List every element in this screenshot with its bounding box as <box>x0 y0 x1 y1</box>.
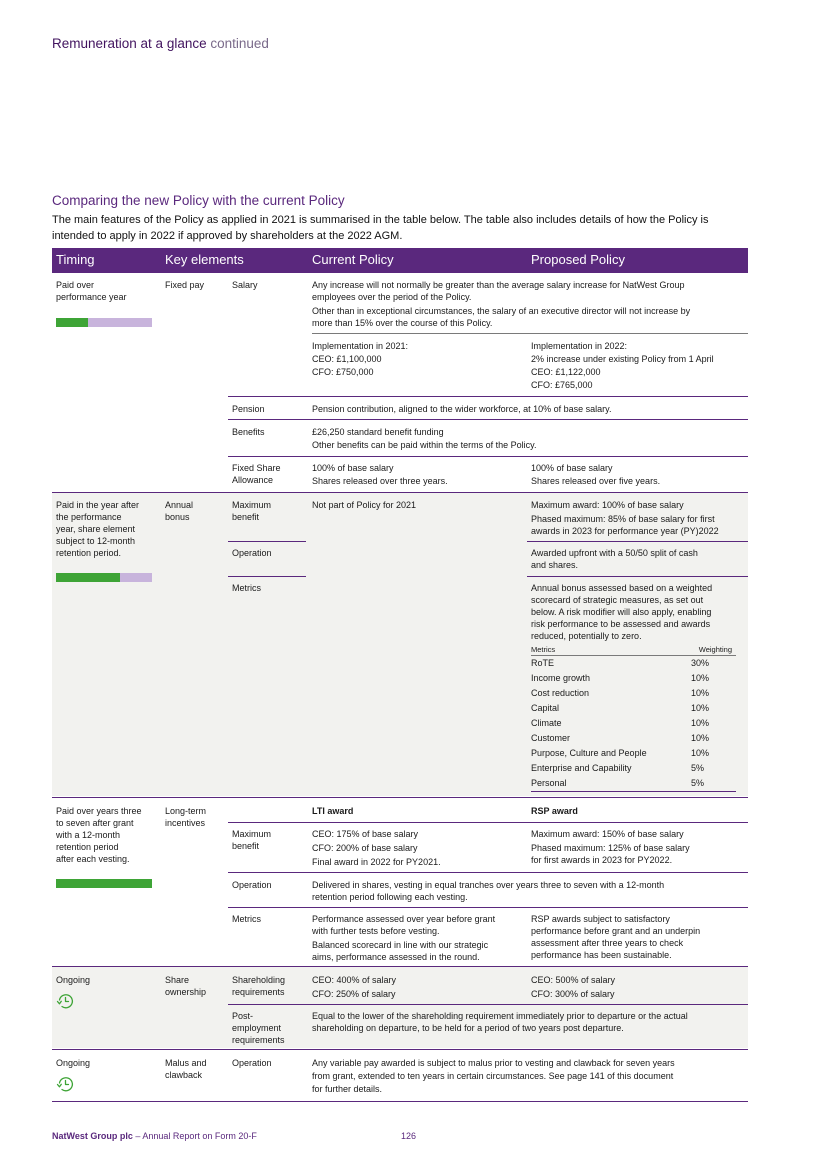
metric-weight: 10% <box>691 673 710 683</box>
clock-arrow-icon <box>55 991 75 1011</box>
divider <box>228 396 748 397</box>
metric-name: Capital <box>531 703 560 713</box>
bonus-max-proposed-2: Phased maximum: 85% of base salary for first <box>531 514 715 524</box>
share-req-current-2: CFO: 250% of salary <box>312 989 396 999</box>
footer-report: – Annual Report on Form 20-F <box>132 1131 257 1141</box>
divider <box>527 576 748 577</box>
divider <box>228 419 748 420</box>
divider <box>228 872 748 873</box>
lti-metrics-label: Metrics <box>232 914 261 924</box>
bonus-timing-3: year, share element <box>56 524 136 534</box>
table-header <box>52 248 748 273</box>
metric-weight: 10% <box>691 703 710 713</box>
lti-timing-bar <box>56 879 152 888</box>
bonus-timing-bar <box>56 573 152 582</box>
lti-operation-1: Delivered in shares, vesting in equal tranches over years three to seven with a 12-month <box>312 880 665 890</box>
bonus-operation-2: and shares. <box>531 560 579 570</box>
malus-timing: Ongoing <box>56 1058 91 1068</box>
salary-proposed-4: CFO: £765,000 <box>531 380 593 390</box>
fsa-current-1: 100% of base salary <box>312 463 394 473</box>
bonus-timing-1: Paid in the year after <box>56 500 140 510</box>
salary-current-1: Implementation in 2021: <box>312 341 409 351</box>
fsa-label-1: Fixed Share <box>232 463 281 473</box>
section-title: Comparing the new Policy with the current Policy <box>52 193 345 208</box>
share-row-shade <box>52 967 748 1048</box>
lti-timing-1: Paid over years three <box>56 806 142 816</box>
pension-label: Pension <box>232 404 265 414</box>
section-intro: The main features of the Policy as applied in 2021 is summarised in the table below. The table also includes details of how the Policy is intended to apply in 2022 if approved by shareholders at the 2022 AGM. <box>52 214 709 242</box>
lti-timing-4: retention period <box>56 842 119 852</box>
share-post-label-3: requirements <box>232 1035 285 1045</box>
lti-metrics-proposed-1: RSP awards subject to satisfactory <box>531 914 670 924</box>
metrics-head-name: Metrics <box>531 645 556 654</box>
footer-company: NatWest Group plc <box>52 1131 133 1141</box>
fsa-current-2: Shares released over three years. <box>312 476 448 486</box>
lti-key-2: incentives <box>165 818 206 828</box>
fixed-timing-bar <box>56 318 152 327</box>
bonus-timing-5: retention period. <box>56 548 122 558</box>
lti-max-proposed-1: Maximum award: 150% of base salary <box>531 829 684 839</box>
bonus-timing-4: subject to 12-month <box>56 536 136 546</box>
metric-weight: 10% <box>691 718 710 728</box>
header-suffix: continued <box>210 36 269 51</box>
metric-name: Purpose, Culture and People <box>531 748 647 758</box>
salary-label: Salary <box>232 280 258 290</box>
salary-text2-1: Other than in exceptional circumstances, the salary of an executive director will not increase by <box>312 306 691 316</box>
lti-max-label-2: benefit <box>232 841 260 851</box>
lti-metrics-current-3: Balanced scorecard in line with our strategic <box>312 940 489 950</box>
bonus-key-2: bonus <box>165 512 190 522</box>
bonus-metrics-label: Metrics <box>232 583 261 593</box>
metric-name: Personal <box>531 778 567 788</box>
malus-text-2: from grant, extended to ten years in certain circumstances. See page 141 of this document <box>312 1071 674 1081</box>
lti-max-current-1: CEO: 175% of base salary <box>312 829 419 839</box>
benefits-line-1: £26,250 standard benefit funding <box>312 427 444 437</box>
col-timing: Timing <box>56 252 95 267</box>
lti-metrics-current-2: with further tests before vesting. <box>312 926 440 936</box>
header-title: Remuneration at a glance <box>52 36 207 51</box>
lti-operation-2: retention period following each vesting. <box>312 892 468 902</box>
divider <box>228 541 306 542</box>
divider <box>531 655 736 656</box>
metric-name: Climate <box>531 718 562 728</box>
benefits-line-2: Other benefits can be paid within the terms of the Policy. <box>312 440 537 450</box>
malus-key-2: clawback <box>165 1070 203 1080</box>
share-post-text-2: shareholding on departure, to be held for a period of two years post departure. <box>312 1023 624 1033</box>
bonus-metrics-text-5: reduced, potentially to zero. <box>531 631 642 641</box>
share-key-2: ownership <box>165 987 207 997</box>
clock-arrow-icon <box>55 1074 75 1094</box>
page-footer <box>52 1131 257 1141</box>
page-header <box>52 36 269 51</box>
fixed-bar-green <box>56 318 88 327</box>
divider <box>228 576 306 577</box>
lti-proposed-head: RSP award <box>531 806 578 816</box>
lti-operation-label: Operation <box>232 880 272 890</box>
bonus-max-label-1: Maximum <box>232 500 272 510</box>
lti-metrics-proposed-4: performance has been sustainable. <box>531 950 672 960</box>
malus-key-1: Malus and <box>165 1058 207 1068</box>
fixed-timing-1: Paid over <box>56 280 95 290</box>
salary-proposed-3: CEO: £1,122,000 <box>531 367 601 377</box>
divider <box>312 333 748 334</box>
metrics-head-weight: Weighting <box>698 645 732 654</box>
bonus-bar-lilac <box>120 573 152 582</box>
fsa-proposed-2: Shares released over five years. <box>531 476 661 486</box>
share-post-text-1: Equal to the lower of the shareholding requirement immediately prior to departure or the actual <box>312 1011 688 1021</box>
lti-metrics-proposed-2: performance before grant and an underpin <box>531 926 701 936</box>
lti-max-current-2: CFO: 200% of base salary <box>312 843 418 853</box>
lti-timing-3: with a 12-month <box>56 830 121 840</box>
salary-text2-2: more than 15% over the course of this Policy. <box>312 318 493 328</box>
bonus-metrics-text-3: below. A risk modifier will also apply, enabling <box>531 607 712 617</box>
share-timing: Ongoing <box>56 975 91 985</box>
col-proposed-policy: Proposed Policy <box>531 252 625 267</box>
salary-text1-1: Any increase will not normally be greater than the average salary increase for NatWest Group <box>312 280 685 290</box>
metric-weight: 10% <box>691 688 710 698</box>
bonus-key-1: Annual <box>165 500 194 510</box>
divider <box>531 791 736 792</box>
share-req-label-2: requirements <box>232 987 285 997</box>
malus-text-3: for further details. <box>312 1084 383 1094</box>
bonus-metrics-text-1: Annual bonus assessed based on a weighted <box>531 583 713 593</box>
divider <box>228 1004 748 1005</box>
fsa-proposed-1: 100% of base salary <box>531 463 613 473</box>
share-req-proposed-1: CEO: 500% of salary <box>531 975 616 985</box>
bonus-max-proposed-3: awards in 2023 for performance year (PY)2022 <box>531 526 719 536</box>
lti-metrics-proposed-3: assessment after three years to check <box>531 938 684 948</box>
metric-name: Income growth <box>531 673 591 683</box>
bonus-current: Not part of Policy for 2021 <box>312 500 417 510</box>
bonus-max-label-2: benefit <box>232 512 260 522</box>
malus-text-1: Any variable pay awarded is subject to malus prior to vesting and clawback for seven years <box>312 1058 675 1068</box>
fsa-label-2: Allowance <box>232 475 274 485</box>
divider <box>228 822 748 823</box>
divider <box>228 907 748 908</box>
bonus-timing-2: the performance <box>56 512 122 522</box>
lti-key-1: Long-term <box>165 806 207 816</box>
lti-bar-green <box>56 879 152 888</box>
salary-text1-2: employees over the period of the Policy. <box>312 292 472 302</box>
lti-max-proposed-3: for first awards in 2023 for PY2022. <box>531 855 673 865</box>
page-number: 126 <box>401 1131 417 1141</box>
metric-weight: 30% <box>691 658 710 668</box>
salary-proposed-2: 2% increase under existing Policy from 1 April <box>531 354 714 364</box>
lti-timing-2: to seven after grant <box>56 818 134 828</box>
metric-weight: 5% <box>691 763 705 773</box>
bonus-metrics-text-2: scorecard of strategic measures, as set out <box>531 595 704 605</box>
share-key-1: Share <box>165 975 190 985</box>
row-divider <box>52 1101 748 1102</box>
row-divider <box>52 797 748 798</box>
lti-max-current-3: Final award in 2022 for PY2021. <box>312 857 441 867</box>
share-post-label-2: employment <box>232 1023 282 1033</box>
share-post-label-1: Post- <box>232 1011 254 1021</box>
metric-weight: 5% <box>691 778 705 788</box>
metric-name: RoTE <box>531 658 555 668</box>
share-req-current-1: CEO: 400% of salary <box>312 975 397 985</box>
divider <box>527 541 748 542</box>
lti-timing-5: after each vesting. <box>56 854 130 864</box>
salary-current-2: CEO: £1,100,000 <box>312 354 382 364</box>
metric-weight: 10% <box>691 733 710 743</box>
share-req-proposed-2: CFO: 300% of salary <box>531 989 615 999</box>
salary-current-3: CFO: £750,000 <box>312 367 374 377</box>
pension-text: Pension contribution, aligned to the wider workforce, at 10% of base salary. <box>312 404 612 414</box>
lti-max-proposed-2: Phased maximum: 125% of base salary <box>531 843 690 853</box>
row-divider <box>52 1049 748 1050</box>
lti-max-label-1: Maximum <box>232 829 272 839</box>
salary-proposed-1: Implementation in 2022: <box>531 341 628 351</box>
fixed-timing-2: performance year <box>56 292 127 302</box>
bonus-bar-green <box>56 573 120 582</box>
malus-label: Operation <box>232 1058 272 1068</box>
fixed-bar-lilac <box>88 318 152 327</box>
benefits-label: Benefits <box>232 427 265 437</box>
bonus-metrics-text-4: risk performance to be assessed and awards <box>531 619 711 629</box>
lti-metrics-current-1: Performance assessed over year before grant <box>312 914 496 924</box>
metric-name: Cost reduction <box>531 688 590 698</box>
lti-current-head: LTI award <box>312 806 354 816</box>
bonus-max-proposed-1: Maximum award: 100% of base salary <box>531 500 684 510</box>
metric-name: Enterprise and Capability <box>531 763 632 773</box>
share-req-label-1: Shareholding <box>232 975 286 985</box>
fixed-key: Fixed pay <box>165 280 205 290</box>
metric-weight: 10% <box>691 748 710 758</box>
bonus-operation-1: Awarded upfront with a 50/50 split of cash <box>531 548 698 558</box>
divider <box>228 456 748 457</box>
metric-name: Customer <box>531 733 571 743</box>
col-key-elements: Key elements <box>165 252 244 267</box>
lti-metrics-current-4: aims, performance assessed in the round. <box>312 952 480 962</box>
col-current-policy: Current Policy <box>312 252 394 267</box>
bonus-operation-label: Operation <box>232 548 272 558</box>
